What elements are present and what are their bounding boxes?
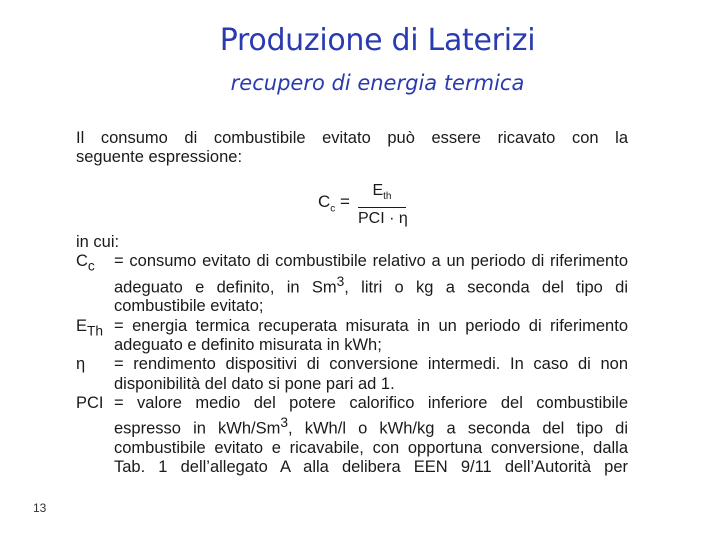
definition-pci <box>76 394 628 478</box>
definition-line: combustibile evitato e ricavabile, con opportuna conversione, dalla <box>114 438 628 457</box>
formula-lhs <box>318 192 350 214</box>
formula-numerator <box>358 182 406 206</box>
slide-title: Produzione di Laterizi <box>219 23 536 58</box>
definition-line: Tab. 1 dell’allegato A alla delibera EEN 9/11 dell’Autorità per <box>114 458 628 477</box>
definition-line-text: espresso in kWh/Sm <box>114 419 281 438</box>
page-number: 13 <box>33 501 47 515</box>
definitions-heading: in cui: <box>76 233 120 251</box>
definition-symbol-subscript: c <box>87 258 95 274</box>
formula-numerator-symbol: E <box>372 182 384 199</box>
definition-line: adeguato e definito misurata in kWh; <box>114 335 382 354</box>
intro-line-1: Il consumo di combustibile evitato può essere ricavato con la <box>76 129 628 147</box>
definition-superscript: 3 <box>336 273 345 289</box>
definition-cc <box>76 252 628 316</box>
definition-superscript: 3 <box>280 415 289 431</box>
definition-line <box>114 413 628 439</box>
definition-symbol: PCI <box>76 393 104 412</box>
fraction-bar <box>358 207 406 208</box>
formula-equals: = <box>340 192 350 211</box>
slide-subtitle: recupero di energia termica <box>230 71 525 95</box>
definition-line: disponibilità del dato si pone pari ad 1. <box>114 374 395 393</box>
intro-paragraph <box>76 129 628 168</box>
formula-numerator-subscript: th <box>383 191 392 203</box>
definition-symbol <box>76 317 103 341</box>
definition-line: = consumo evitato di combustibile relativo a un periodo di riferimento <box>114 252 628 271</box>
definitions-list <box>76 233 628 478</box>
definition-line: = energia termica recuperata misurata in un periodo di riferimento <box>114 316 628 335</box>
definition-line-text: , kWh/l o kWh/kg a seconda del tipo di <box>288 419 629 438</box>
formula-fraction <box>358 182 406 228</box>
formula-lhs-symbol: C <box>318 192 331 211</box>
definition-symbol <box>76 252 95 276</box>
definition-line-text: , litri o kg a seconda del tipo di <box>344 278 628 297</box>
definition-symbol: η <box>76 355 86 374</box>
definition-line: = rendimento dispositivi di conversione intermedi. In caso di non <box>114 355 628 374</box>
definition-line: combustibile evitato; <box>114 297 264 316</box>
intro-line-2: seguente espressione: <box>76 148 243 167</box>
formula-denominator: PCI · η <box>358 210 408 228</box>
definition-eth <box>76 317 628 356</box>
formula-lhs-subscript: c <box>330 203 336 215</box>
definition-line: = valore medio del potere calorifico inferiore del combustibile <box>114 393 628 412</box>
definition-eta <box>76 355 628 394</box>
definition-symbol-subscript: Th <box>87 322 104 338</box>
definition-symbol-text: E <box>76 316 88 335</box>
definition-line <box>114 272 628 298</box>
definition-line-text: adeguato e definito, in Sm <box>114 278 337 297</box>
definition-symbol-text: C <box>76 252 88 271</box>
